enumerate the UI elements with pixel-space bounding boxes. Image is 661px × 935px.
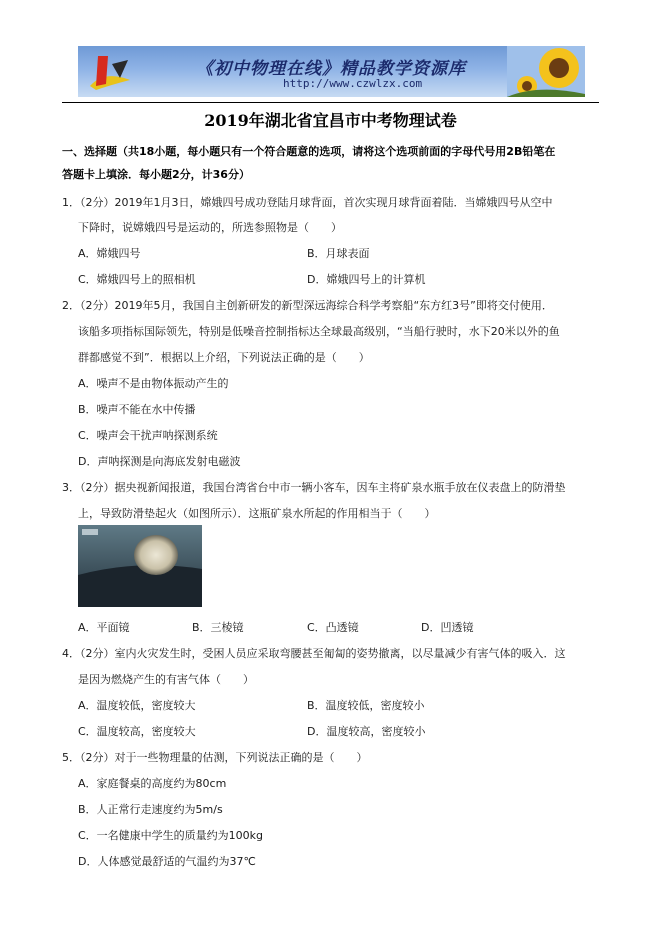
sunflower-icon — [507, 46, 585, 97]
q5-option-a: A．家庭餐桌的高度约为80cm — [78, 777, 227, 790]
q1-stem-line1: 1．（2分）2019年1月3日，嫦娥四号成功登陆月球背面，首次实现月球背面着陆．当嫦娥四号从空中 — [62, 196, 553, 209]
logo-icon — [84, 50, 140, 94]
document-title: 2019年湖北省宜昌市中考物理试卷 — [204, 111, 457, 130]
dashboard-fire-photo — [78, 525, 202, 607]
q2-option-b: B．噪声不能在水中传播 — [78, 403, 196, 416]
q1-option-c: C．嫦娥四号上的照相机 — [78, 273, 196, 286]
q4-option-c: C．温度较高，密度较大 — [78, 725, 196, 738]
q4-option-b: B．温度较低，密度较小 — [307, 699, 425, 712]
q2-option-a: A．噪声不是由物体振动产生的 — [78, 377, 229, 390]
q5-stem-line1: 5．（2分）对于一些物理量的估测，下列说法正确的是（ ） — [62, 751, 368, 764]
q3-option-d: D．凹透镜 — [421, 621, 474, 634]
q5-option-c: C．一名健康中学生的质量约为100kg — [78, 829, 264, 842]
q4-option-d: D．温度较高，密度较小 — [307, 725, 426, 738]
q4-stem-line2: 是因为燃烧产生的有害气体（ ） — [78, 673, 254, 686]
q2-stem-line3: 群都感觉不到”．根据以上介绍，下列说法正确的是（ ） — [78, 351, 370, 364]
q5-option-b: B．人正常行走速度约为5m/s — [78, 803, 223, 816]
header-banner — [78, 46, 585, 97]
q1-option-b: B．月球表面 — [307, 247, 370, 260]
q4-option-a: A．温度较低，密度较大 — [78, 699, 196, 712]
q2-stem-line1: 2．（2分）2019年5月，我国自主创新研发的新型深远海综合科学考察船“东方红3号”即将交付使用． — [62, 299, 553, 312]
section-heading-line1: 一、选择题（共18小题，每小题只有一个符合题意的选项，请将这个选项前面的字母代号用2B铅笔在 — [62, 145, 556, 158]
banner-url: http://www.czwlzx.com — [283, 77, 423, 90]
q4-stem-line1: 4．（2分）室内火灾发生时，受困人员应采取弯腰甚至匍匐的姿势撤离，以尽量减少有害气体的吸入．这 — [62, 647, 566, 660]
q3-option-c: C．凸透镜 — [307, 621, 359, 634]
q5-option-d: D．人体感觉最舒适的气温约为37℃ — [78, 855, 256, 868]
q1-option-a: A．嫦娥四号 — [78, 247, 141, 260]
q1-option-d: D．嫦娥四号上的计算机 — [307, 273, 426, 286]
photo-image — [78, 525, 202, 607]
banner-title: 《初中物理在线》精品教学资源库 — [196, 59, 466, 79]
q2-stem-line2: 该船多项指标国际领先，特别是低噪音控制指标达全球最高级别，“当船行驶时，水下20米以外的鱼 — [78, 325, 560, 338]
q2-option-d: D．声呐探测是向海底发射电磁波 — [78, 455, 241, 468]
q1-stem-line2: 下降时，说嫦娥四号是运动的，所选参照物是（ ） — [78, 221, 342, 234]
section-heading-line2: 答题卡上填涂．每小题2分，计36分） — [62, 168, 250, 181]
q3-stem-line1: 3．（2分）据央视新闻报道，我国台湾省台中市一辆小客车，因车主将矿泉水瓶手放在仪表盘上的防滑垫 — [62, 481, 566, 494]
q3-option-b: B．三棱镜 — [192, 621, 244, 634]
q3-option-a: A．平面镜 — [78, 621, 130, 634]
q2-option-c: C．噪声会干扰声呐探测系统 — [78, 429, 218, 442]
header-rule — [62, 102, 599, 103]
q3-stem-line2: 上，导致防滑垫起火（如图所示）．这瓶矿泉水所起的作用相当于（ ） — [78, 507, 436, 520]
